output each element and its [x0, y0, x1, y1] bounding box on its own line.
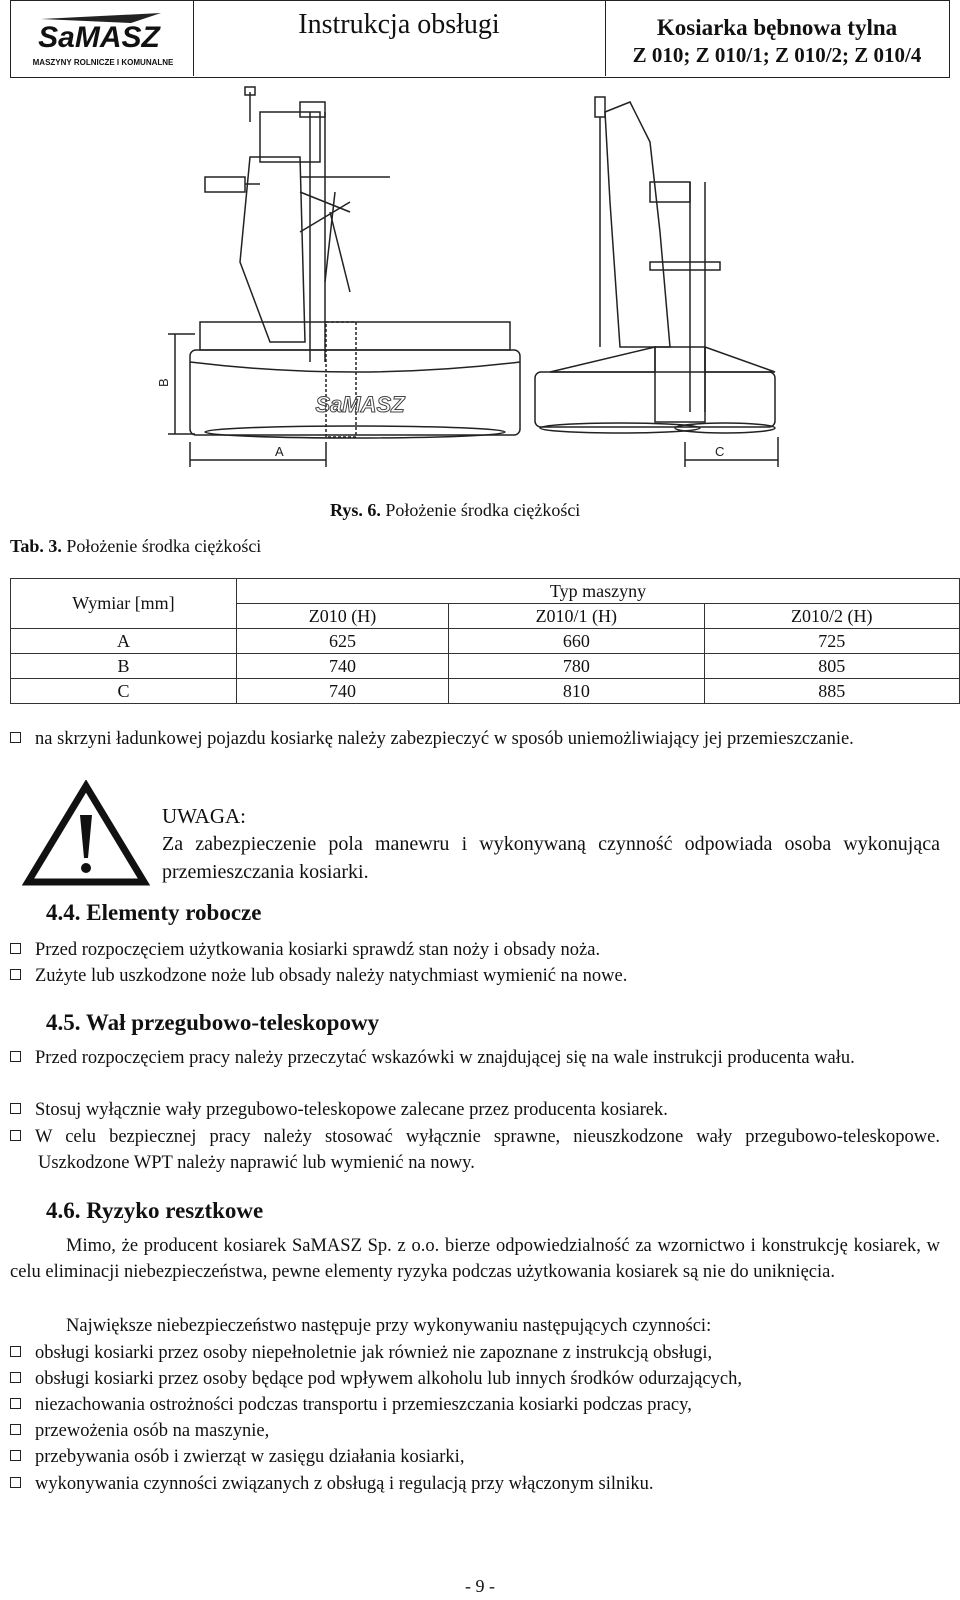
table-row	[11, 679, 960, 704]
product-name: Kosiarka bębnowa tylna	[656, 15, 898, 40]
drawing-line	[330, 212, 350, 292]
drawing-part	[595, 97, 605, 117]
table-row	[11, 654, 960, 679]
drawing-part	[655, 347, 705, 422]
figure-caption	[330, 500, 580, 521]
list-item-text: obsługi kosiarki przez osoby niepełnoletnie jak również nie zapoznane z instrukcją obsługi,	[35, 1343, 713, 1363]
list-item-text: wykonywania czynności związanych z obsługą i regulacją przy włączonym silniku.	[35, 1474, 654, 1494]
checkbox-bullet-icon	[10, 1103, 21, 1114]
section-heading: 4.6. Ryzyko resztkowe	[46, 1198, 264, 1223]
page-header	[10, 0, 950, 78]
drawing-part	[300, 102, 325, 117]
header-title-cell	[193, 1, 606, 76]
list-item-text: obsługi kosiarki przez osoby będące pod wpływem alkoholu lub innych środków odurzających,	[35, 1369, 742, 1389]
section-heading: 4.4. Elementy robocze	[46, 900, 262, 925]
paragraph: Mimo, że producent kosiarek SaMASZ Sp. z o.o. bierze odpowiedzialność za wzornictwo i konstrukcję kosiarek, w celu eliminacji niebezpieczeństwa, pewne elementy ryzyka podczas użytkowania kosiarek są nie do uniknięcia.	[10, 1236, 940, 1282]
page-number: - 9 -	[465, 1576, 495, 1596]
drawing-part	[650, 262, 720, 270]
table-model-header: Z010/1 (H)	[449, 604, 704, 629]
warning-triangle-icon	[22, 780, 150, 888]
table-cell: 805	[704, 654, 959, 679]
product-models: Z 010; Z 010/1; Z 010/2; Z 010/4	[632, 43, 922, 67]
list-item	[10, 1366, 742, 1392]
drawing-deck	[200, 322, 510, 350]
header-product-cell	[605, 1, 949, 76]
mower-drawing	[150, 82, 950, 472]
list-item	[10, 963, 627, 989]
drawing-frame-rear	[605, 102, 670, 347]
table-cell: 780	[449, 654, 704, 679]
table-cell: 625	[237, 629, 449, 654]
table-cell: 885	[704, 679, 959, 704]
table-cell: 810	[449, 679, 704, 704]
table-cell: 740	[237, 654, 449, 679]
list-item-text: przewożenia osób na maszynie,	[35, 1421, 270, 1441]
table-col-header: Wymiar [mm]	[11, 579, 237, 629]
list-item-text: niezachowania ostrożności podczas transportu i przemieszczania kosiarki podczas pracy,	[35, 1395, 692, 1415]
dimension-label-c: C	[715, 444, 725, 459]
table-row-label: B	[11, 654, 237, 679]
checkbox-bullet-icon	[10, 1424, 21, 1435]
table-header-row	[11, 579, 960, 604]
checkbox-bullet-icon	[10, 943, 21, 954]
list-item-text: przebywania osób i zwierząt w zasięgu działania kosiarki,	[35, 1447, 465, 1467]
warning-text: Za zabezpieczenie pola manewru i wykonywaną czynność odpowiada osoba wykonująca przemieszczania kosiarki.	[162, 833, 940, 883]
drawing-deck-right	[705, 347, 775, 372]
drawing-curve	[190, 362, 520, 372]
drawing-disc	[540, 423, 700, 433]
table-row-label: A	[11, 629, 237, 654]
center-of-gravity-table	[10, 578, 960, 704]
checkbox-bullet-icon	[10, 1477, 21, 1488]
checkbox-bullet-icon	[10, 1398, 21, 1409]
warning-title: UWAGA:	[162, 804, 246, 828]
table-cell: 660	[449, 629, 704, 654]
list-item	[10, 1392, 692, 1418]
table-group-header: Typ maszyny	[237, 579, 960, 604]
list-item	[10, 1471, 654, 1497]
table-row-label: C	[11, 679, 237, 704]
drawing-part	[260, 112, 320, 162]
drawing-disc	[675, 423, 775, 433]
list-item	[10, 1124, 940, 1176]
drawing-cg-box	[326, 322, 356, 437]
checkbox-bullet-icon	[10, 1372, 21, 1383]
dimension-label-b: B	[156, 378, 171, 387]
drawing-handle	[205, 177, 245, 192]
table-caption-number: Tab. 3.	[10, 536, 62, 556]
list-item-text: Zużyte lub uszkodzone noże lub obsady należy natychmiast wymienić na nowe.	[35, 966, 628, 986]
drawing-line	[325, 192, 335, 282]
list-item	[10, 1418, 269, 1444]
drawing-deck-left	[550, 347, 655, 372]
list-item	[10, 1097, 668, 1123]
checkbox-bullet-icon	[10, 969, 21, 980]
table-caption-text: Położenie środka ciężkości	[66, 536, 262, 556]
figure-caption-text: Położenie środka ciężkości	[385, 500, 581, 520]
checkbox-bullet-icon	[10, 1346, 21, 1357]
section-heading: 4.5. Wał przegubowo-teleskopowy	[46, 1010, 380, 1035]
dimension-label-a: A	[275, 444, 284, 459]
list-item-text: Przed rozpoczęciem użytkowania kosiarki sprawdź stan noży i obsady noża.	[35, 940, 601, 960]
samasz-logo	[11, 1, 194, 76]
document-title: Instrukcja obsługi	[298, 9, 500, 40]
list-item	[10, 937, 600, 963]
list-item-text: Przed rozpoczęciem pracy należy przeczytać wskazówki w znajdującej się na wale instrukcji producenta wału.	[35, 1048, 855, 1068]
checkbox-bullet-icon	[10, 1130, 21, 1141]
list-item-text: Stosuj wyłącznie wały przegubowo-teleskopowe zalecane przez producenta kosiarek.	[35, 1100, 668, 1120]
paragraph: Największe niebezpieczeństwo następuje przy wykonywaniu następujących czynności:	[66, 1316, 712, 1336]
drawing-logo: SaMASZ	[315, 392, 405, 417]
list-item	[10, 1045, 940, 1071]
table-row	[11, 629, 960, 654]
checkbox-bullet-icon	[10, 1051, 21, 1062]
table-model-header: Z010 (H)	[237, 604, 449, 629]
list-item	[10, 726, 940, 752]
checkbox-bullet-icon	[10, 1450, 21, 1461]
logo-text: SaMASZ	[38, 21, 160, 54]
table-cell: 725	[704, 629, 959, 654]
list-item-text: na skrzyni ładunkowej pojazdu kosiarkę należy zabezpieczyć w sposób uniemożliwiający jej przemieszczanie.	[35, 729, 854, 749]
table-model-header: Z010/2 (H)	[704, 604, 959, 629]
list-item-text: W celu bezpiecznej pracy należy stosować wyłącznie sprawne, nieuszkodzone wały przegubowo-teleskopowe. Uszkodzone WPT należy naprawić lub wymienić na nowy.	[35, 1127, 940, 1173]
checkbox-bullet-icon	[10, 732, 21, 743]
list-item	[10, 1340, 712, 1366]
table-caption	[10, 536, 261, 557]
logo-subtitle: MASZYNY ROLNICZE I KOMUNALNE	[32, 58, 174, 67]
table-cell: 740	[237, 679, 449, 704]
figure-caption-number: Rys. 6.	[330, 500, 381, 520]
drawing-disc	[205, 426, 505, 438]
list-item	[10, 1444, 464, 1470]
